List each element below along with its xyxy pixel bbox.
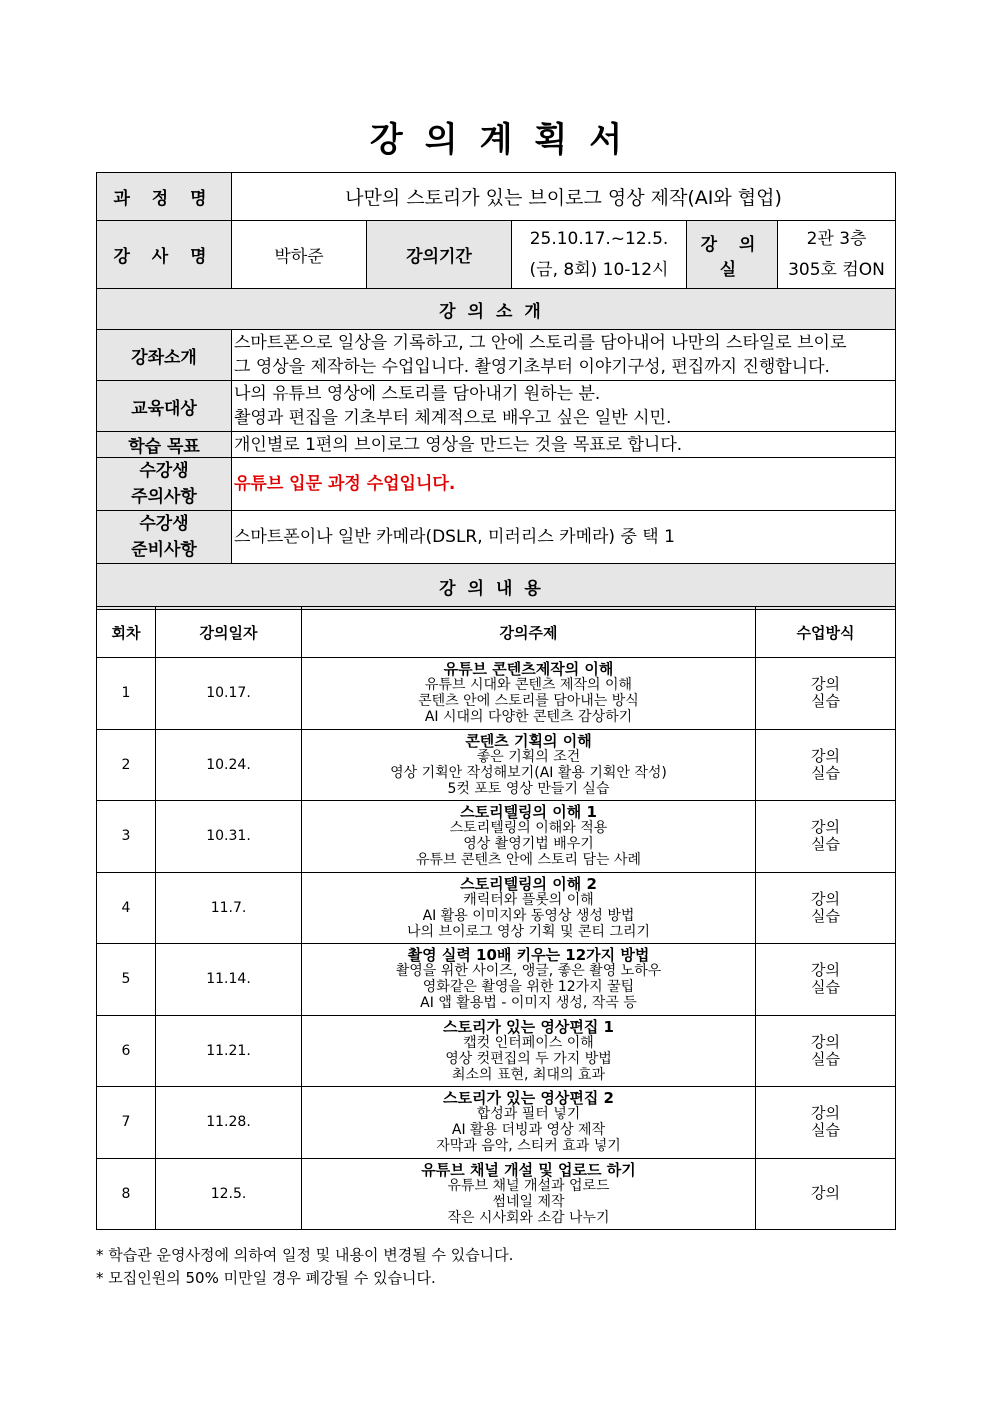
session-topic xyxy=(302,1015,756,1087)
room-label: 강 의 실 xyxy=(687,221,778,289)
topic-line: AI 앱 활용법 - 이미지 생성, 작곡 등 xyxy=(420,995,637,1012)
table-row xyxy=(97,872,896,944)
topic-title: 스토리가 있는 영상편집 1 xyxy=(442,1017,614,1036)
session-topic xyxy=(302,1158,756,1230)
page-title: 강의계획서 xyxy=(369,120,645,160)
topic-line: 영상 컷편집의 두 가지 방법 xyxy=(445,1050,612,1067)
method-line: 실습 xyxy=(811,763,840,782)
topic-line: 촬영을 위한 사이즈, 앵글, 좋은 촬영 노하우 xyxy=(395,963,662,980)
topic-line: AI 활용 더빙과 영상 제작 xyxy=(451,1122,606,1139)
method-line: 강의 xyxy=(811,889,840,908)
method-line: 강의 xyxy=(811,1032,840,1051)
method-line: 실습 xyxy=(811,906,840,925)
intro-label: 강좌소개 xyxy=(97,330,232,381)
note-line: * 학습관 운영사정에 의하여 일정 및 내용이 변경될 수 있습니다. xyxy=(96,1246,514,1264)
session-topic xyxy=(302,1087,756,1159)
topic-line: 영상 기획안 작성해보기(AI 활용 기획안 작성) xyxy=(390,764,667,781)
session-topic xyxy=(302,658,756,730)
session-method xyxy=(756,944,896,1016)
session-method xyxy=(756,729,896,801)
session-number: 1 xyxy=(97,658,156,730)
table-row xyxy=(97,1015,896,1087)
session-method xyxy=(756,801,896,873)
period-value xyxy=(512,221,687,289)
session-number: 4 xyxy=(97,872,156,944)
topic-title: 스토리텔링의 이해 1 xyxy=(460,803,597,822)
topic-line: 영화같은 촬영을 위한 12가지 꿀팁 xyxy=(422,979,635,996)
table-row xyxy=(97,1087,896,1159)
method-line: 강의 xyxy=(811,675,840,694)
topic-title: 유튜브 콘텐츠제작의 이해 xyxy=(443,660,614,679)
goal-label: 학습 목표 xyxy=(97,432,232,458)
topic-title: 콘텐츠 기획의 이해 xyxy=(465,731,592,750)
content-section-header: 강의내용 xyxy=(97,564,896,610)
topic-line: 캐릭터와 플롯의 이해 xyxy=(463,891,594,908)
topic-line: 유튜브 채널 개설과 업로드 xyxy=(447,1177,610,1194)
topic-title: 촬영 실력 10배 키우는 12가지 방법 xyxy=(407,946,650,965)
col-header-topic: 강의주제 xyxy=(302,607,756,658)
prep-label-line: 준비사항 xyxy=(131,540,197,560)
notes xyxy=(96,1244,513,1290)
session-topic xyxy=(302,801,756,873)
period-schedule: (금, 8회) 10-12시 xyxy=(529,259,669,280)
table-row xyxy=(97,658,896,730)
prep-label-line: 수강생 xyxy=(139,514,189,534)
caution-label-line: 수강생 xyxy=(139,461,189,481)
session-date: 11.14. xyxy=(156,944,302,1016)
topic-line: AI 활용 이미지와 동영상 생성 방법 xyxy=(422,907,635,924)
room-number: 305호 컴ON xyxy=(788,259,885,280)
topic-title: 스토리가 있는 영상편집 2 xyxy=(442,1089,614,1108)
method-line: 실습 xyxy=(811,1049,840,1068)
method-line: 실습 xyxy=(811,692,840,711)
topic-line: 5컷 포토 영상 만들기 실습 xyxy=(447,780,610,797)
session-method xyxy=(756,1158,896,1230)
schedule-table xyxy=(96,606,896,1230)
intro-section-header: 강의소개 xyxy=(97,289,896,330)
session-date: 10.31. xyxy=(156,801,302,873)
prep-label xyxy=(97,511,232,564)
target-text xyxy=(232,381,896,432)
method-line: 강의 xyxy=(811,818,840,837)
method-line: 실습 xyxy=(811,1121,840,1140)
topic-line: 콘텐츠 안에 스토리를 담아내는 방식 xyxy=(418,693,639,710)
course-name: 나만의 스토리가 있는 브이로그 영상 제작(AI와 협업) xyxy=(232,173,896,221)
topic-line: 유튜브 콘텐츠 안에 스토리 담는 사례 xyxy=(415,852,642,869)
method-line: 강의 xyxy=(811,1104,840,1123)
session-method xyxy=(756,1087,896,1159)
prep-text: 스마트폰이나 일반 카메라(DSLR, 미러리스 카메라) 중 택 1 xyxy=(232,511,896,564)
topic-line: 자막과 음악, 스티커 효과 넣기 xyxy=(436,1138,621,1155)
topic-line: 최소의 표현, 최대의 효과 xyxy=(451,1066,606,1083)
session-date: 11.28. xyxy=(156,1087,302,1159)
intro-line: 스마트폰으로 일상을 기록하고, 그 안에 스토리를 담아내어 나만의 스타일로 브이로 xyxy=(234,333,847,353)
topic-line: 작은 시사회와 소감 나누기 xyxy=(447,1209,610,1226)
session-number: 6 xyxy=(97,1015,156,1087)
session-number: 7 xyxy=(97,1087,156,1159)
topic-line: 좋은 기획의 조건 xyxy=(476,748,581,765)
session-number: 2 xyxy=(97,729,156,801)
target-label: 교육대상 xyxy=(97,381,232,432)
topic-line: 유튜브 시대와 콘텐츠 제작의 이해 xyxy=(424,677,633,694)
topic-line: 캡컷 인터페이스 이해 xyxy=(463,1034,594,1051)
method-line: 강의 xyxy=(811,961,840,980)
target-line: 촬영과 편집을 기초부터 체계적으로 배우고 싶은 일반 시민. xyxy=(234,408,672,428)
topic-line: AI 시대의 다양한 콘텐츠 감상하기 xyxy=(424,709,633,726)
table-row xyxy=(97,1158,896,1230)
session-topic xyxy=(302,944,756,1016)
target-line: 나의 유튜브 영상에 스토리를 담아내기 원하는 분. xyxy=(234,384,601,404)
session-number: 3 xyxy=(97,801,156,873)
room-value xyxy=(778,221,896,289)
course-name-label: 과 정 명 xyxy=(97,173,232,221)
session-date: 11.21. xyxy=(156,1015,302,1087)
room-building: 2관 3층 xyxy=(806,228,867,249)
goal-text: 개인별로 1편의 브이로그 영상을 만드는 것을 목표로 합니다. xyxy=(232,432,896,458)
col-header-date: 강의일자 xyxy=(156,607,302,658)
col-header-method: 수업방식 xyxy=(756,607,896,658)
session-method xyxy=(756,658,896,730)
col-header-no: 회차 xyxy=(97,607,156,658)
session-number: 5 xyxy=(97,944,156,1016)
caution-text: 유튜브 입문 과정 수업입니다. xyxy=(232,458,896,511)
topic-title: 유튜브 채널 개설 및 업로드 하기 xyxy=(421,1160,636,1179)
topic-line: 합성과 필터 넣기 xyxy=(476,1106,581,1123)
intro-text xyxy=(232,330,896,381)
course-info-table xyxy=(96,172,896,610)
caution-label-line: 주의사항 xyxy=(131,487,197,507)
schedule-body xyxy=(97,658,896,1230)
session-date: 10.24. xyxy=(156,729,302,801)
table-row xyxy=(97,729,896,801)
period-label: 강의기간 xyxy=(367,221,512,289)
period-dates: 25.10.17.~12.5. xyxy=(529,228,669,249)
session-topic xyxy=(302,729,756,801)
method-line: 실습 xyxy=(811,835,840,854)
table-row xyxy=(97,944,896,1016)
session-number: 8 xyxy=(97,1158,156,1230)
session-method xyxy=(756,872,896,944)
topic-line: 스토리텔링의 이해와 적용 xyxy=(449,820,608,837)
topic-line: 나의 브이로그 영상 기획 및 콘티 그리기 xyxy=(406,923,651,940)
session-date: 11.7. xyxy=(156,872,302,944)
method-line: 강의 xyxy=(811,1184,840,1203)
note-line: * 모집인원의 50% 미만일 경우 폐강될 수 있습니다. xyxy=(96,1269,436,1287)
table-row xyxy=(97,801,896,873)
caution-label xyxy=(97,458,232,511)
topic-title: 스토리텔링의 이해 2 xyxy=(460,874,597,893)
method-line: 실습 xyxy=(811,978,840,997)
intro-line: 그 영상을 제작하는 수업입니다. 촬영기초부터 이야기구성, 편집까지 진행합니다. xyxy=(234,357,830,377)
session-date: 10.17. xyxy=(156,658,302,730)
session-date: 12.5. xyxy=(156,1158,302,1230)
topic-line: 썸네일 제작 xyxy=(492,1193,565,1210)
instructor-label: 강 사 명 xyxy=(97,221,232,289)
method-line: 강의 xyxy=(811,746,840,765)
session-topic xyxy=(302,872,756,944)
session-method xyxy=(756,1015,896,1087)
instructor-name: 박하준 xyxy=(232,221,367,289)
topic-line: 영상 촬영기법 배우기 xyxy=(463,836,594,853)
